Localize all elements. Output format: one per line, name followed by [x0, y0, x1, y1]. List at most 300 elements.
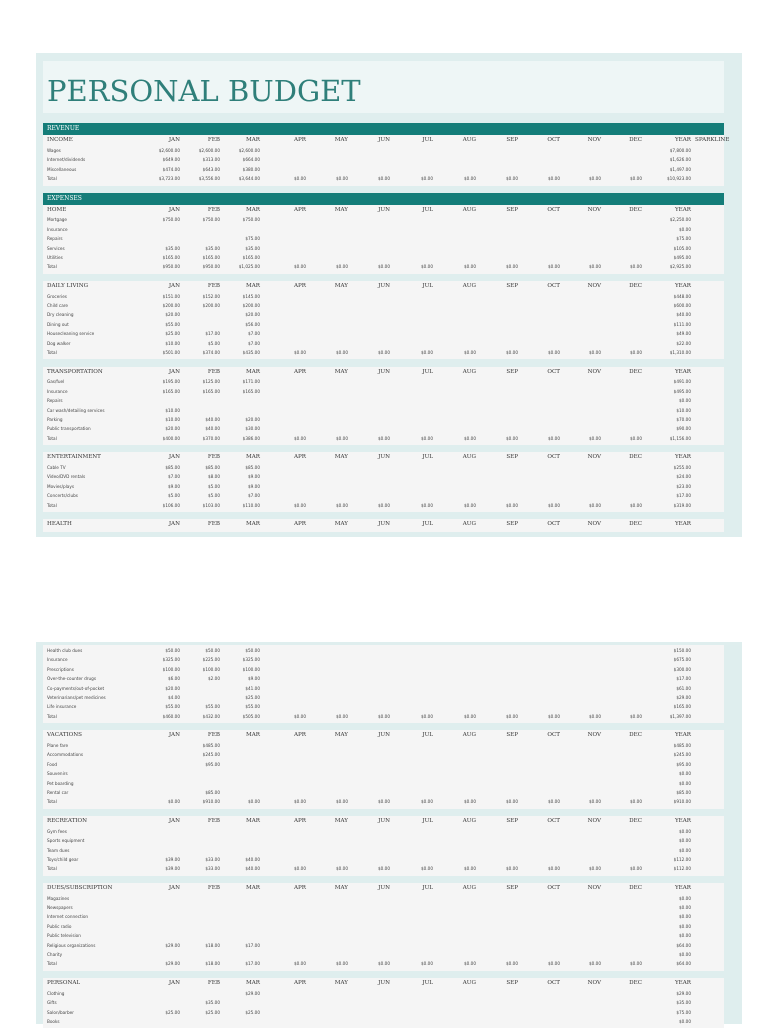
- row-label: Total: [47, 435, 57, 441]
- month-value: $0.00: [336, 350, 348, 356]
- month-header: APR: [293, 282, 306, 289]
- table-row: [43, 769, 724, 778]
- month-value: $501.00: [162, 350, 180, 356]
- month-header: JUN: [378, 521, 390, 528]
- month-value: $0.00: [630, 502, 642, 508]
- month-header: FEB: [207, 282, 220, 289]
- row-label: Gas/fuel: [47, 379, 65, 385]
- month-value: $0.00: [548, 502, 560, 508]
- year-total: $64.00: [676, 961, 691, 967]
- month-value: $0.00: [464, 713, 476, 719]
- month-header: JAN: [168, 282, 180, 289]
- month-header: JUL: [422, 979, 433, 986]
- month-value: $195.00: [162, 379, 180, 385]
- table-row: [43, 387, 724, 396]
- year-total: $1,626.00: [669, 157, 691, 163]
- month-value: $35.00: [165, 245, 180, 251]
- month-value: $0.00: [589, 435, 601, 441]
- month-header: MAR: [246, 368, 260, 375]
- month-header: MAY: [334, 368, 348, 375]
- year-total: $10.00: [676, 407, 691, 413]
- table-row: [43, 415, 724, 424]
- year-total: $95.00: [676, 761, 691, 767]
- month-value: $0.00: [464, 866, 476, 872]
- month-value: $85.00: [205, 790, 220, 796]
- total-row: [43, 348, 724, 357]
- month-header: SEP: [506, 282, 518, 289]
- row-label: Public transportation: [47, 426, 91, 432]
- month-value: $35.00: [205, 1000, 220, 1006]
- year-total: $17.00: [676, 493, 691, 499]
- month-header: DEC: [629, 368, 642, 375]
- table-row: [43, 912, 724, 921]
- month-value: $50.00: [205, 648, 220, 653]
- month-header: JUL: [422, 732, 433, 739]
- month-value: $0.00: [378, 502, 390, 508]
- row-label: Mortgage: [47, 217, 67, 223]
- budget-section: [43, 367, 724, 446]
- month-value: $20.00: [165, 426, 180, 432]
- month-header: OCT: [547, 206, 560, 213]
- row-label: Total: [47, 866, 57, 872]
- month-value: $0.00: [421, 866, 433, 872]
- table-row: [43, 329, 724, 338]
- month-value: $0.00: [548, 350, 560, 356]
- month-value: $20.00: [245, 417, 260, 422]
- month-value: $5.00: [168, 493, 180, 499]
- month-header: NOV: [587, 454, 601, 461]
- month-value: $152.00: [202, 293, 220, 299]
- month-header: MAR: [246, 282, 260, 289]
- month-header: AUG: [462, 884, 476, 891]
- section-header-row: [43, 817, 724, 826]
- month-header: MAR: [246, 454, 260, 461]
- row-label: Car wash/detailing services: [47, 407, 105, 413]
- year-total: $1,310.00: [669, 350, 691, 356]
- year-total: $1,397.00: [669, 713, 691, 719]
- month-header: MAR: [246, 521, 260, 528]
- month-value: $0.00: [168, 799, 180, 805]
- sparkline-header: SPARKLINE: [695, 137, 730, 143]
- row-label: Veterinarians/pet medicines: [47, 695, 106, 700]
- table-row: [43, 684, 724, 693]
- month-header: AUG: [462, 979, 476, 986]
- month-header: JAN: [168, 817, 180, 824]
- month-header: NOV: [587, 521, 601, 528]
- month-value: $325.00: [242, 657, 260, 663]
- month-value: $9.00: [248, 676, 260, 682]
- year-header: YEAR: [674, 979, 691, 986]
- month-value: $165.00: [242, 388, 260, 394]
- month-header: JUL: [422, 137, 433, 143]
- table-row: [43, 846, 724, 855]
- month-header: OCT: [547, 732, 560, 739]
- month-header: JAN: [168, 137, 180, 143]
- month-value: $374.00: [202, 350, 220, 356]
- month-value: $950.00: [162, 264, 180, 270]
- month-value: $4.00: [168, 695, 180, 700]
- month-value: $10.00: [165, 407, 180, 413]
- month-value: $0.00: [589, 264, 601, 270]
- year-total: $7,800.00: [669, 147, 691, 153]
- month-value: $0.00: [630, 176, 642, 182]
- year-header: YEAR: [674, 368, 691, 375]
- month-value: $0.00: [421, 435, 433, 441]
- total-row: [43, 959, 724, 968]
- section-header-row: [43, 368, 724, 377]
- month-value: $151.00: [162, 293, 180, 299]
- row-label: Total: [47, 350, 57, 356]
- year-total: $23.00: [676, 483, 691, 489]
- month-value: $0.00: [589, 350, 601, 356]
- year-total: $2,925.00: [669, 264, 691, 270]
- month-value: $0.00: [548, 176, 560, 182]
- month-value: $3,723.00: [158, 176, 180, 182]
- year-total: $85.00: [676, 790, 691, 796]
- total-row: [43, 434, 724, 443]
- month-header: OCT: [547, 137, 560, 143]
- month-header: SEP: [506, 206, 518, 213]
- row-label: Salon/barber: [47, 1009, 74, 1015]
- month-value: $0.00: [336, 799, 348, 805]
- month-header: FEB: [207, 368, 220, 375]
- month-header: OCT: [547, 817, 560, 824]
- row-label: Dining out: [47, 321, 69, 327]
- month-value: $25.00: [245, 1009, 260, 1015]
- row-label: Food: [47, 761, 58, 767]
- year-total: $0.00: [679, 771, 691, 777]
- month-header: JUN: [378, 206, 390, 213]
- table-row: [43, 1008, 724, 1017]
- month-header: MAR: [246, 817, 260, 824]
- month-value: $0.00: [336, 264, 348, 270]
- month-header: NOV: [587, 206, 601, 213]
- total-row: [43, 797, 724, 806]
- budget-section: [43, 645, 724, 723]
- month-value: $0.00: [589, 176, 601, 182]
- month-header: JUN: [378, 979, 390, 986]
- month-header: JAN: [168, 979, 180, 986]
- section-header-row: [43, 136, 730, 145]
- month-value: $17.00: [245, 942, 260, 948]
- table-row: [43, 463, 724, 472]
- month-value: $432.00: [202, 713, 220, 719]
- month-header: AUG: [462, 454, 476, 461]
- month-value: $7.00: [248, 331, 260, 337]
- month-value: $0.00: [548, 866, 560, 872]
- month-header: JUN: [378, 732, 390, 739]
- row-label: Clothing: [47, 990, 65, 996]
- month-header: FEB: [207, 137, 220, 143]
- month-value: $50.00: [165, 648, 180, 653]
- month-value: $25.00: [245, 695, 260, 700]
- month-header: FEB: [207, 884, 220, 891]
- month-value: $0.00: [464, 502, 476, 508]
- budget-section: [43, 281, 724, 360]
- year-total: $61.00: [676, 685, 691, 691]
- row-label: Newspapers: [47, 905, 73, 911]
- month-value: $313.00: [202, 157, 220, 163]
- table-row: [43, 941, 724, 950]
- month-value: $5.00: [208, 340, 220, 346]
- table-row: [43, 836, 724, 845]
- month-value: $29.00: [165, 961, 180, 967]
- month-value: $0.00: [294, 866, 306, 872]
- month-value: $2.00: [208, 676, 220, 682]
- row-label: Books: [47, 1018, 60, 1024]
- month-value: $200.00: [242, 303, 260, 309]
- year-total: $600.00: [673, 303, 691, 309]
- month-header: MAY: [334, 454, 348, 461]
- budget-section: [43, 135, 730, 186]
- table-row: [43, 146, 724, 155]
- row-label: Gym fees: [47, 828, 67, 834]
- page-title: PERSONAL BUDGET: [47, 74, 361, 108]
- year-total: $17.00: [676, 676, 691, 682]
- year-header: YEAR: [674, 817, 691, 824]
- section-name: INCOME: [47, 137, 73, 143]
- table-row: [43, 310, 724, 319]
- month-value: $165.00: [202, 388, 220, 394]
- row-label: Miscellaneous: [47, 166, 77, 172]
- month-value: $0.00: [548, 961, 560, 967]
- month-value: $200.00: [162, 303, 180, 309]
- month-header: APR: [293, 884, 306, 891]
- month-value: $25.00: [165, 1009, 180, 1015]
- year-total: $485.00: [673, 743, 691, 749]
- month-value: $0.00: [548, 713, 560, 719]
- year-total: $0.00: [679, 895, 691, 901]
- month-value: $0.00: [421, 713, 433, 719]
- month-header: MAY: [334, 137, 348, 143]
- month-header: DEC: [629, 817, 642, 824]
- month-header: SEP: [506, 884, 518, 891]
- month-value: $40.00: [205, 426, 220, 432]
- month-header: DEC: [629, 884, 642, 891]
- year-total: $0.00: [679, 952, 691, 958]
- month-header: SEP: [506, 979, 518, 986]
- section-name: HEALTH: [47, 521, 72, 528]
- month-value: $100.00: [242, 666, 260, 672]
- table-row: [43, 491, 724, 500]
- month-value: $0.00: [294, 502, 306, 508]
- row-label: Total: [47, 799, 57, 805]
- month-value: $10.00: [165, 417, 180, 422]
- row-label: Gifts: [47, 1000, 57, 1006]
- month-value: $245.00: [202, 752, 220, 758]
- month-header: JUL: [422, 282, 433, 289]
- row-label: Magazines: [47, 895, 70, 901]
- sheet-page-2: [36, 642, 742, 1024]
- month-value: $9.00: [248, 474, 260, 480]
- budget-section: [43, 205, 724, 274]
- month-value: $0.00: [378, 961, 390, 967]
- row-label: Insurance: [47, 388, 68, 394]
- month-value: $0.00: [506, 435, 518, 441]
- month-value: $7.00: [168, 474, 180, 480]
- month-value: $0.00: [548, 435, 560, 441]
- month-header: SEP: [506, 521, 518, 528]
- row-label: Total: [47, 176, 57, 182]
- month-header: JAN: [168, 521, 180, 528]
- month-value: $0.00: [336, 961, 348, 967]
- month-value: $5.00: [208, 493, 220, 499]
- month-header: AUG: [462, 206, 476, 213]
- table-row: [43, 702, 724, 711]
- table-row: [43, 244, 724, 253]
- row-label: Souvenirs: [47, 771, 68, 777]
- table-row: [43, 396, 724, 405]
- month-value: $0.00: [589, 502, 601, 508]
- table-row: [43, 225, 724, 234]
- month-value: $380.00: [242, 166, 260, 172]
- month-value: $0.00: [336, 502, 348, 508]
- month-value: $0.00: [336, 866, 348, 872]
- section-banner: REVENUE: [43, 123, 724, 135]
- month-value: $40.00: [245, 856, 260, 862]
- table-row: [43, 665, 724, 674]
- year-total: $495.00: [673, 388, 691, 394]
- month-header: MAY: [334, 521, 348, 528]
- month-value: $0.00: [378, 350, 390, 356]
- month-value: $85.00: [165, 465, 180, 471]
- year-total: $0.00: [679, 226, 691, 232]
- month-value: $165.00: [162, 255, 180, 260]
- row-label: Cable TV: [47, 465, 66, 471]
- month-value: $460.00: [162, 713, 180, 719]
- month-value: $35.00: [205, 245, 220, 251]
- table-row: [43, 646, 724, 655]
- month-value: $40.00: [205, 417, 220, 422]
- month-value: $1,025.00: [238, 264, 260, 270]
- row-label: Internet/dividends: [47, 157, 86, 163]
- month-value: $750.00: [202, 217, 220, 223]
- total-row: [43, 864, 724, 873]
- month-value: $0.00: [421, 176, 433, 182]
- table-row: [43, 894, 724, 903]
- month-header: NOV: [587, 368, 601, 375]
- year-total: $245.00: [673, 752, 691, 758]
- section-header-row: [43, 731, 724, 740]
- month-value: $0.00: [630, 713, 642, 719]
- budget-section: [43, 978, 724, 1028]
- month-header: AUG: [462, 732, 476, 739]
- month-value: $0.00: [506, 799, 518, 805]
- month-header: OCT: [547, 884, 560, 891]
- row-label: Pet boarding: [47, 780, 74, 786]
- table-row: [43, 406, 724, 415]
- table-row: [43, 424, 724, 433]
- month-header: JUN: [378, 884, 390, 891]
- section-header-row: [43, 206, 724, 215]
- year-total: $300.00: [673, 666, 691, 672]
- month-header: FEB: [207, 454, 220, 461]
- year-total: $165.00: [673, 704, 691, 710]
- month-value: $41.00: [245, 685, 260, 691]
- row-label: Insurance: [47, 226, 68, 232]
- table-row: [43, 292, 724, 301]
- table-row: [43, 301, 724, 310]
- table-row: [43, 750, 724, 759]
- month-header: SEP: [506, 368, 518, 375]
- month-value: $40.00: [245, 866, 260, 872]
- month-value: $0.00: [464, 961, 476, 967]
- month-value: $0.00: [421, 350, 433, 356]
- month-header: AUG: [462, 368, 476, 375]
- row-label: Parking: [47, 417, 63, 422]
- title-box: [43, 61, 724, 113]
- month-value: $7.00: [248, 493, 260, 499]
- month-value: $0.00: [378, 799, 390, 805]
- budget-section: [43, 816, 724, 876]
- year-total: $64.00: [676, 942, 691, 948]
- month-value: $75.00: [245, 236, 260, 242]
- month-header: FEB: [207, 979, 220, 986]
- month-header: JUL: [422, 368, 433, 375]
- table-row: [43, 472, 724, 481]
- row-label: Groceries: [47, 293, 67, 299]
- year-total: $112.00: [673, 856, 691, 862]
- month-value: $2,600.00: [198, 147, 220, 153]
- table-row: [43, 253, 724, 262]
- month-header: APR: [293, 521, 306, 528]
- month-value: $145.00: [242, 293, 260, 299]
- month-value: $0.00: [464, 799, 476, 805]
- month-value: $125.00: [202, 379, 220, 385]
- row-label: Co-payments/out-of-pocket: [47, 685, 105, 691]
- month-value: $0.00: [630, 961, 642, 967]
- month-header: JUN: [378, 454, 390, 461]
- year-total: $0.00: [679, 923, 691, 929]
- month-value: $485.00: [202, 743, 220, 749]
- month-value: $0.00: [506, 502, 518, 508]
- month-value: $0.00: [464, 435, 476, 441]
- month-header: NOV: [587, 732, 601, 739]
- year-total: $49.00: [676, 331, 691, 337]
- month-header: DEC: [629, 137, 642, 143]
- month-value: $0.00: [336, 176, 348, 182]
- table-row: [43, 922, 724, 931]
- year-total: $111.00: [673, 321, 691, 327]
- table-row: [43, 215, 724, 224]
- row-label: Rental car: [47, 790, 69, 796]
- year-total: $0.00: [679, 914, 691, 920]
- month-value: $0.00: [630, 866, 642, 872]
- month-value: $20.00: [165, 312, 180, 318]
- month-value: $0.00: [506, 176, 518, 182]
- month-value: $0.00: [378, 264, 390, 270]
- month-value: $8.00: [208, 474, 220, 480]
- month-header: AUG: [462, 817, 476, 824]
- month-header: SEP: [506, 454, 518, 461]
- row-label: Religious organizations: [47, 942, 96, 948]
- table-row: [43, 903, 724, 912]
- month-header: NOV: [587, 884, 601, 891]
- month-value: $0.00: [548, 799, 560, 805]
- month-header: OCT: [547, 521, 560, 528]
- month-header: JAN: [168, 454, 180, 461]
- month-value: $2,600.00: [238, 147, 260, 153]
- month-value: $0.00: [421, 961, 433, 967]
- month-value: $9.00: [168, 483, 180, 489]
- month-value: $200.00: [202, 303, 220, 309]
- year-header: YEAR: [674, 732, 691, 739]
- month-header: MAY: [334, 979, 348, 986]
- month-header: OCT: [547, 454, 560, 461]
- year-header: YEAR: [674, 521, 691, 528]
- table-row: [43, 320, 724, 329]
- table-row: [43, 655, 724, 664]
